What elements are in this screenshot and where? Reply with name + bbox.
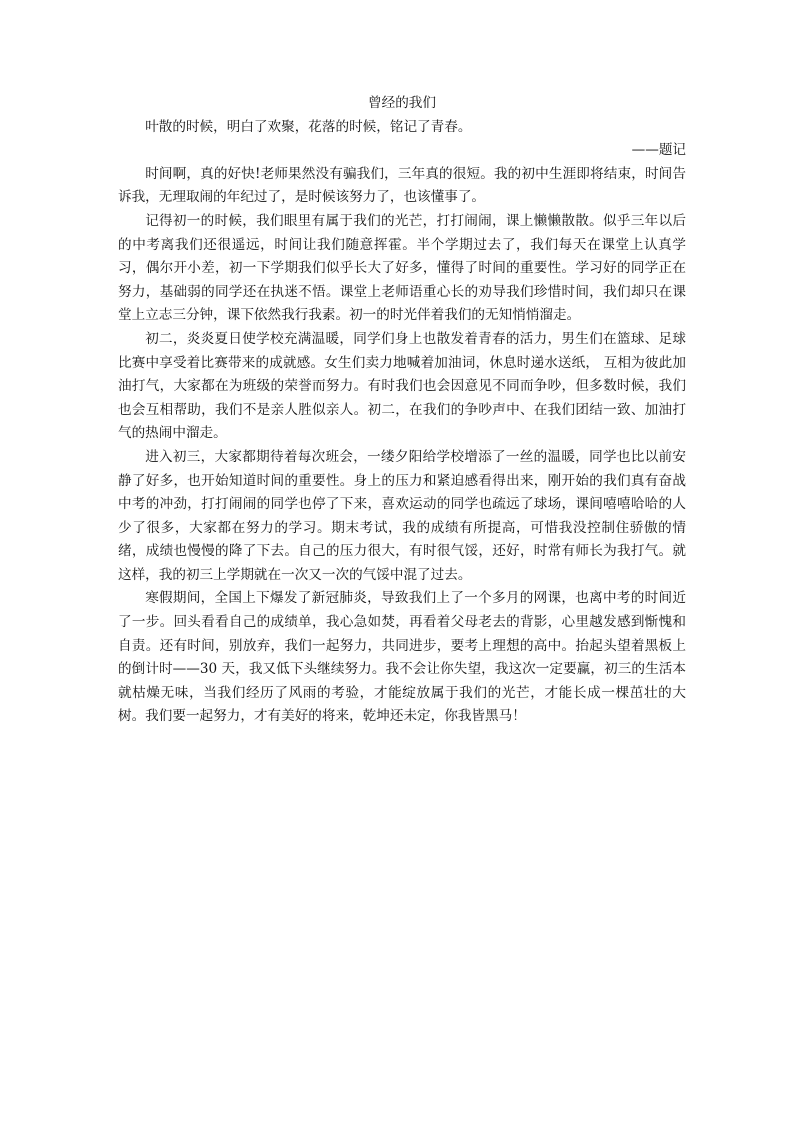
document-title: 曾经的我们 [368,95,436,111]
paragraph-1: 时间啊，真的好快!老师果然没有骗我们，三年真的很短。我的初中生涯即将结束，时间告诉我，无理取闹的年纪过了，是时候该努力了，也该懂事了。 [118,165,686,206]
paragraph-4: 进入初三，大家都期待着每次班会，一缕夕阳给学校增添了一丝的温暖，同学也比以前安静了好多，也开始知道时间的重要性。身上的压力和紧迫感看得出来，刚开始的我们真有奋战中考的冲劲，打打闹闹的同学也停了下来，喜欢运动的同学也疏远了球场，课间嘻嘻哈哈的人少了很多，大家都在努力的学习。期末考试，我的成绩有所提高，可惜我没控制住骄傲的情绪，成绩也慢慢的降了下去。自己的压力很大，有时很气馁，还好，时常有师长为我打气。就这样，我的初三上学期就在一次又一次的气馁中混了过去。 [118,448,686,583]
paragraph-2: 记得初一的时候，我们眼里有属于我们的光芒，打打闹闹，课上懒懒散散。似乎三年以后的中考离我们还很遥远，时间让我们随意挥霍。半个学期过去了，我们每天在课堂上认真学习，偶尔开小差，初一下学期我们似乎长大了好多，懂得了时间的重要性。学习好的同学正在努力，基础弱的同学还在执迷不悟。课堂上老师语重心长的劝导我们珍惜时间，我们却只在课堂上立志三分钟，课下依然我行我素。初一的时光伴着我们的无知悄悄溜走。 [118,212,686,324]
epigraph: 叶散的时候，明白了欢聚，花落的时候，铭记了青春。 [145,118,472,135]
document-page [118,92,686,729]
paragraph-5: 寒假期间，全国上下爆发了新冠肺炎，导致我们上了一个多月的网课，也离中考的时间近了一步。回头看看自己的成绩单，我心急如焚，再看着父母老去的背影，心里越发感到惭愧和自责。还有时间，别放弃，我们一起努力，共同进步，要考上理想的高中。抬起头望着黑板上的倒计时——30 天，我又低下头继续努力。我不会让你失望，我这次一定要赢，初三的生活本就枯燥无味，当我们经历了风雨的考验，才能绽放属于我们的光芒，才能长成一棵茁壮的大树。我们要一起努力，才有美好的将来，乾坤还未定，你我皆黑马！ [118,590,686,725]
paragraph-3: 初二，炎炎夏日使学校充满温暖，同学们身上也散发着青春的活力，男生们在篮球、足球比赛中享受着比赛带来的成就感。女生们卖力地喊着加油词，休息时递水送纸， 互相为彼此加油打气，大家都在为班级的荣誉而努力。有时我们也会因意见不同而争吵，但多数时候，我们也会互相帮助，我们不是亲人胜似亲人。初二，在我们的争吵声中、在我们团结一致、加油打气的热闹中溜走。 [118,330,686,442]
epigraph-signature: ——题记 [631,142,686,159]
